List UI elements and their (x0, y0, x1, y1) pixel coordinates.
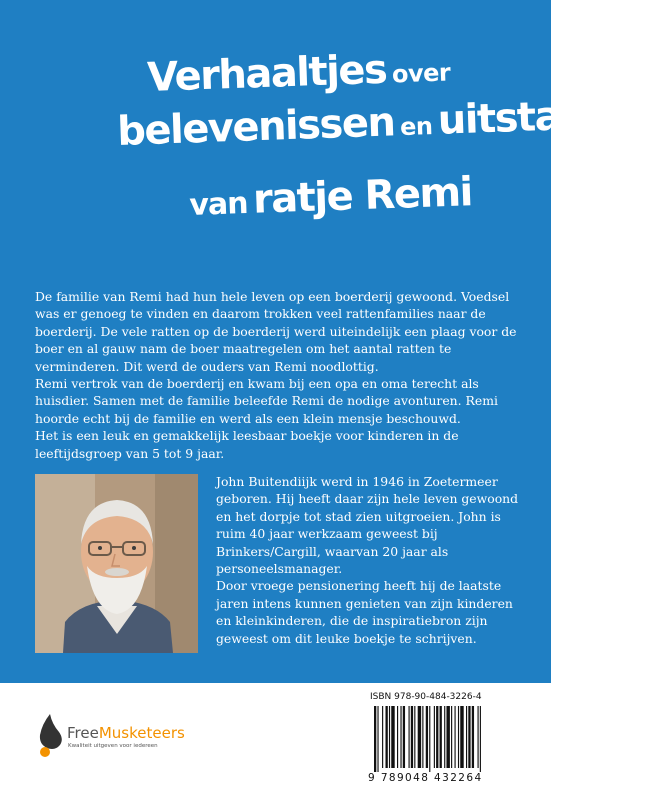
barcode-bar (418, 706, 421, 768)
barcode-bar (411, 706, 413, 768)
barcode-bar (468, 706, 470, 768)
blurb-paragraph: Remi vertrok van de boerderij en kwam bij een opa en oma terecht als huisdier. Samen met de familie beleefde Remi de nodige avonturen. Remi hoorde echt bij de familie en werd als een klein mensje beschouwd. (35, 376, 498, 426)
barcode-bar (446, 706, 449, 768)
title-line-3 (188, 169, 473, 223)
barcode-bar (434, 706, 435, 768)
isbn-label: ISBN 978-90-484-3226-4 (370, 692, 482, 702)
barcode-bar (377, 706, 378, 772)
barcode-bar (455, 706, 456, 768)
blurb-paragraph: De familie van Remi had hun hele leven op een boerderij gewoond. Voedsel was er genoeg te vinden en daarom trokken veel rattenfamilies naar de boerderij. De vele ratten op de boerderij werd uiteindelijk een plaag voor de boer en al gauw nam de boer maatregelen om het aantal ratten te verminderen. Dit werd de ouders van Remi noodlottig. (35, 289, 517, 374)
barcode-bar (382, 706, 383, 768)
barcode-bar (472, 706, 474, 768)
title-word: ratje Remi (252, 169, 473, 223)
barcode-bar (422, 706, 423, 768)
barcode-bar (440, 706, 442, 768)
barcode-bar (426, 706, 428, 768)
publisher-name-part: Free (67, 724, 99, 742)
barcode-bar (478, 706, 479, 768)
title-word: belevenissen (116, 99, 396, 155)
barcode-bar (386, 706, 388, 768)
barcode-bar (451, 706, 452, 768)
bio-paragraph: Door vroege pensionering heeft hij de laatste jaren intens kunnen genieten van zijn kinderen en kleinkinderen, die de inspiratiebron zijn geweest om dit leuke boekje te schrijven. (216, 578, 513, 646)
barcode-bar (397, 706, 398, 768)
title-word: en (399, 112, 433, 142)
barcode-bar (374, 706, 376, 772)
barcode-bar (414, 706, 415, 768)
barcode-bar (458, 706, 459, 768)
author-photo (35, 474, 198, 653)
publisher-logo (35, 712, 195, 762)
title-word: van (188, 185, 249, 223)
bio-paragraph: John Buitendiijk werd in 1946 in Zoetermeer geboren. Hij heeft daar zijn hele leven gewoond en het dorpje tot stad zien uitgroeien. John is ruim 40 jaar werkzaam geweest bij Brinkers/Cargill, waarvan 20 jaar als personeelsmanager. (216, 474, 519, 577)
barcode-bar (460, 706, 463, 768)
barcode (374, 706, 520, 772)
book-blurb (35, 288, 521, 462)
barcode-bar (480, 706, 481, 772)
barcode-bar (409, 706, 410, 768)
isbn-barcode-block (366, 692, 526, 790)
barcode-bar (466, 706, 467, 768)
title-word: Verhaaltjes (146, 46, 388, 101)
title-word: over (391, 58, 451, 89)
title-word: uitstapjes (437, 90, 648, 144)
publisher-tagline: Kwaliteit uitgeven voor iedereen (68, 743, 158, 749)
publisher-name-part: Musketeers (98, 724, 185, 742)
blurb-paragraph: Het is een leuk en gemakkelijk leesbaar boekje voor kinderen in de leeftijdsgroep van 5 tot 9 jaar. (35, 428, 459, 461)
publisher-drop-icon (35, 712, 65, 758)
barcode-bar (391, 706, 394, 768)
barcode-bar (429, 706, 430, 772)
publisher-name (67, 724, 185, 742)
author-bio (216, 473, 522, 647)
barcode-bar (400, 706, 401, 768)
barcode-digits: 9 789048 432264 (368, 772, 483, 784)
author-portrait-image (35, 474, 198, 653)
barcode-bar (403, 706, 405, 768)
barcode-bar (436, 706, 438, 768)
barcode-bar (389, 706, 390, 768)
barcode-bar (444, 706, 445, 768)
